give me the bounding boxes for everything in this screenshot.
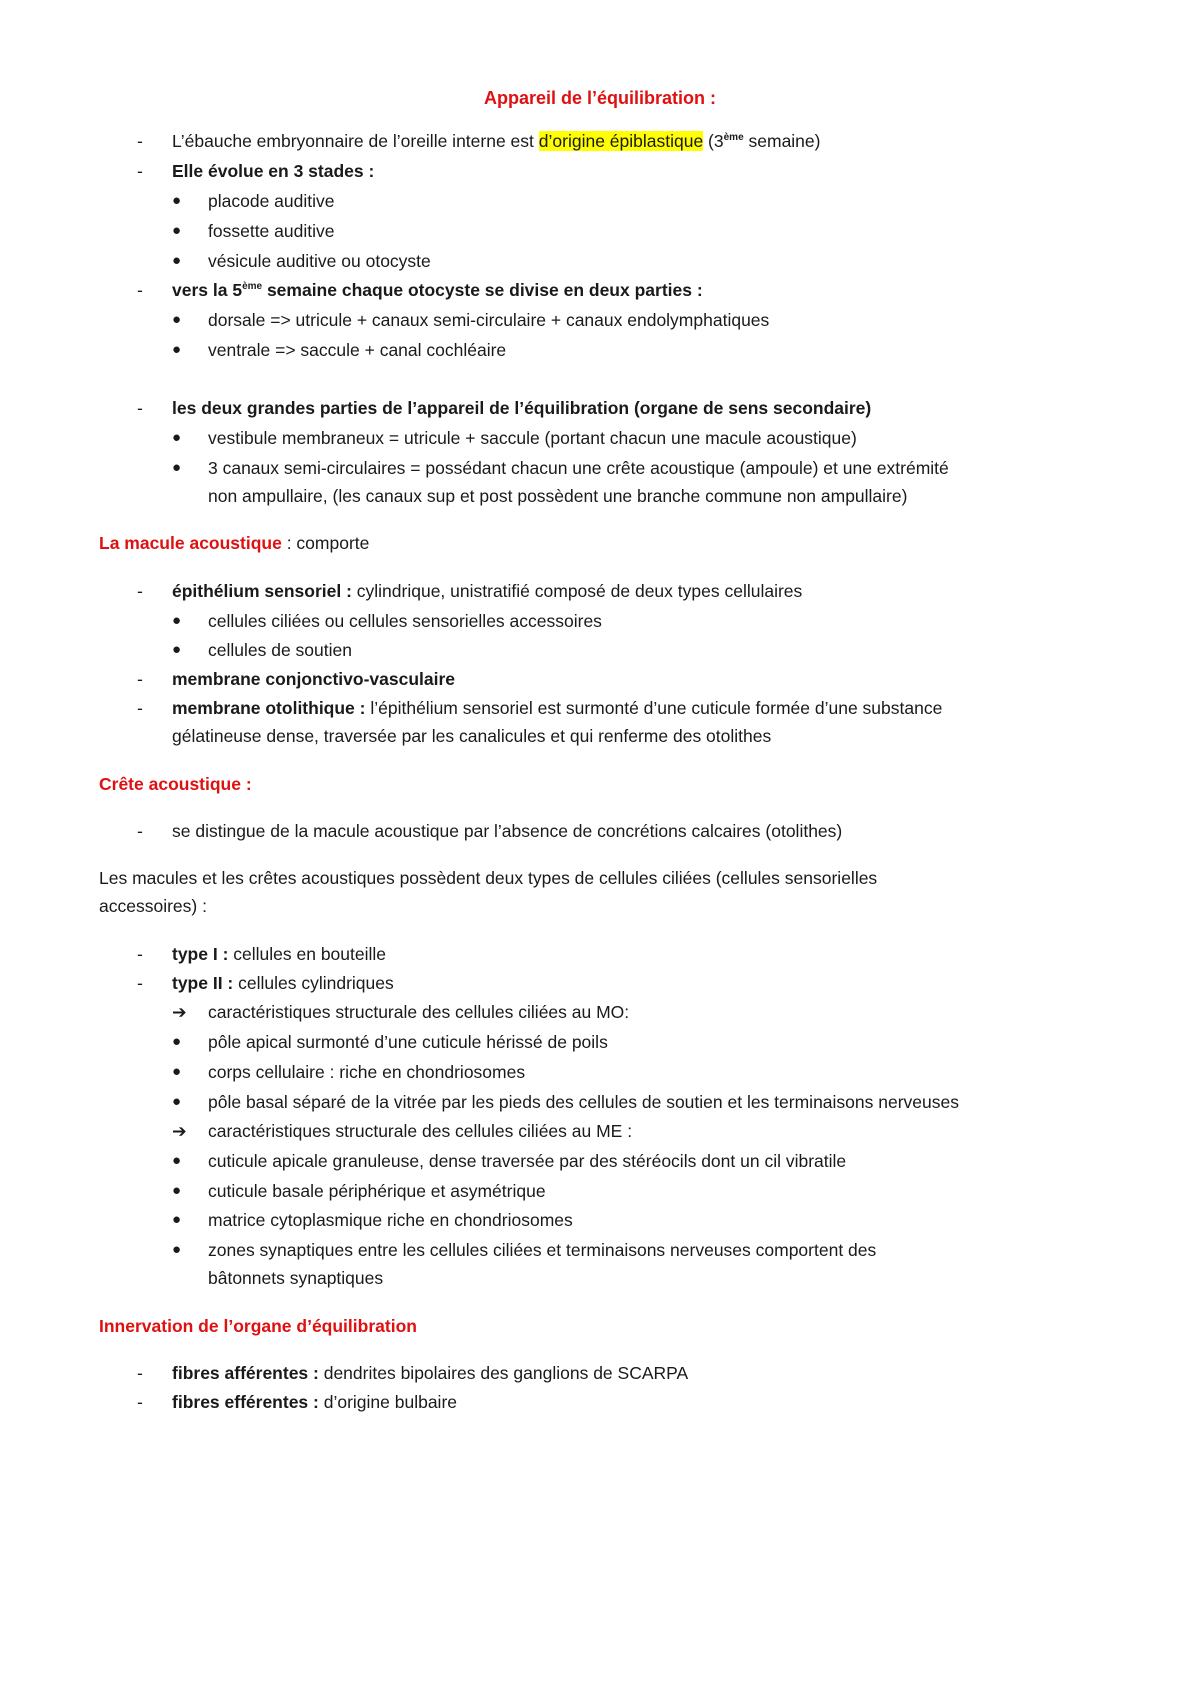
- dash-marker: -: [137, 698, 143, 718]
- dash-marker: -: [137, 821, 143, 841]
- list-item: Elle évolue en 3 stades :: [172, 161, 375, 181]
- sub-list-item: 3 canaux semi-circulaires = possédant chacun une crête acoustique (ampoule) et une extrémité: [208, 458, 949, 478]
- sub-list-item-continuation: non ampullaire, (les canaux sup et post possèdent une branche commune non ampullaire): [208, 486, 908, 506]
- bullet-icon: ●: [172, 1152, 182, 1169]
- sub-list-item: pôle apical surmonté d’une cuticule hérissé de poils: [208, 1032, 608, 1052]
- arrow-right-icon: ➔: [172, 1002, 187, 1022]
- sub-heading: caractéristiques structurale des cellules ciliées au ME :: [208, 1121, 633, 1141]
- list-item: L’ébauche embryonnaire de l’oreille interne est d’origine épiblastique (3ème semaine): [172, 131, 821, 151]
- sub-list-item: cellules de soutien: [208, 640, 352, 660]
- dash-marker: -: [137, 581, 143, 601]
- list-item: vers la 5ème semaine chaque otocyste se divise en deux parties :: [172, 280, 703, 300]
- highlighted-text: d’origine épiblastique: [538, 131, 704, 151]
- bullet-icon: ●: [172, 1033, 182, 1050]
- bullet-icon: ●: [172, 612, 182, 629]
- bullet-icon: ●: [172, 429, 182, 446]
- list-item: se distingue de la macule acoustique par l’absence de concrétions calcaires (otolithes): [172, 821, 843, 841]
- dash-marker: -: [137, 1392, 143, 1412]
- bullet-icon: ●: [172, 1241, 182, 1258]
- bullet-icon: ●: [172, 1182, 182, 1199]
- list-item: membrane otolithique : l’épithélium sensoriel est surmonté d’une cuticule formée d’une substance: [172, 698, 943, 718]
- dash-marker: -: [137, 161, 143, 181]
- bullet-icon: ●: [172, 252, 182, 269]
- bullet-icon: ●: [172, 222, 182, 239]
- bullet-icon: ●: [172, 1063, 182, 1080]
- sub-list-item: corps cellulaire : riche en chondriosomes: [208, 1062, 526, 1082]
- sub-list-item: zones synaptiques entre les cellules ciliées et terminaisons nerveuses comportent des: [208, 1240, 877, 1260]
- bullet-icon: ●: [172, 311, 182, 328]
- dash-marker: -: [137, 973, 143, 993]
- bullet-icon: ●: [172, 459, 182, 476]
- sub-list-item: pôle basal séparé de la vitrée par les pieds des cellules de soutien et les terminaisons nerveuses: [208, 1092, 959, 1112]
- dash-marker: -: [137, 398, 143, 418]
- arrow-right-icon: ➔: [172, 1121, 187, 1141]
- list-item: membrane conjonctivo-vasculaire: [172, 669, 456, 689]
- dash-marker: -: [137, 280, 143, 300]
- sub-list-item: ventrale => saccule + canal cochléaire: [208, 340, 507, 360]
- list-item: fibres afférentes : dendrites bipolaires des ganglions de SCARPA: [172, 1363, 689, 1383]
- sub-list-item: cuticule apicale granuleuse, dense traversée par des stéréocils dont un cil vibratile: [208, 1151, 847, 1171]
- bullet-icon: ●: [172, 1211, 182, 1228]
- sub-heading: caractéristiques structurale des cellules ciliées au MO:: [208, 1002, 630, 1022]
- sub-list-item: matrice cytoplasmique riche en chondriosomes: [208, 1210, 573, 1230]
- sub-list-item: placode auditive: [208, 191, 335, 211]
- dash-marker: -: [137, 944, 143, 964]
- sub-list-item: cuticule basale périphérique et asymétrique: [208, 1181, 546, 1201]
- list-item: les deux grandes parties de l’appareil de l’équilibration (organe de sens secondaire): [172, 398, 872, 418]
- bullet-icon: ●: [172, 1093, 182, 1110]
- dash-marker: -: [137, 1363, 143, 1383]
- sub-list-item: vestibule membraneux = utricule + saccule (portant chacun une macule acoustique): [208, 428, 857, 448]
- section-heading: La macule acoustique : comporte: [99, 533, 370, 553]
- sub-list-item: dorsale => utricule + canaux semi-circulaire + canaux endolymphatiques: [208, 310, 770, 330]
- bullet-icon: ●: [172, 641, 182, 658]
- paragraph: Les macules et les crêtes acoustiques possèdent deux types de cellules ciliées (cellules sensorielles: [99, 868, 878, 888]
- section-heading: Innervation de l’organe d’équilibration: [99, 1316, 417, 1336]
- sub-list-item: cellules ciliées ou cellules sensorielles accessoires: [208, 611, 602, 631]
- sub-list-item-continuation: bâtonnets synaptiques: [208, 1268, 384, 1288]
- list-item: type I : cellules en bouteille: [172, 944, 387, 964]
- sub-list-item: fossette auditive: [208, 221, 335, 241]
- page-title: Appareil de l’équilibration :: [483, 88, 717, 108]
- dash-marker: -: [137, 669, 143, 689]
- section-heading: Crête acoustique :: [99, 774, 252, 794]
- bullet-icon: ●: [172, 192, 182, 209]
- list-item: type II : cellules cylindriques: [172, 973, 394, 993]
- dash-marker: -: [137, 131, 143, 151]
- list-item: épithélium sensoriel : cylindrique, unistratifié composé de deux types cellulaires: [172, 581, 803, 601]
- sub-list-item: vésicule auditive ou otocyste: [208, 251, 431, 271]
- bullet-icon: ●: [172, 341, 182, 358]
- paragraph-continuation: accessoires) :: [99, 896, 207, 916]
- list-item: fibres efférentes : d’origine bulbaire: [172, 1392, 458, 1412]
- list-item-continuation: gélatineuse dense, traversée par les canalicules et qui renferme des otolithes: [172, 726, 772, 746]
